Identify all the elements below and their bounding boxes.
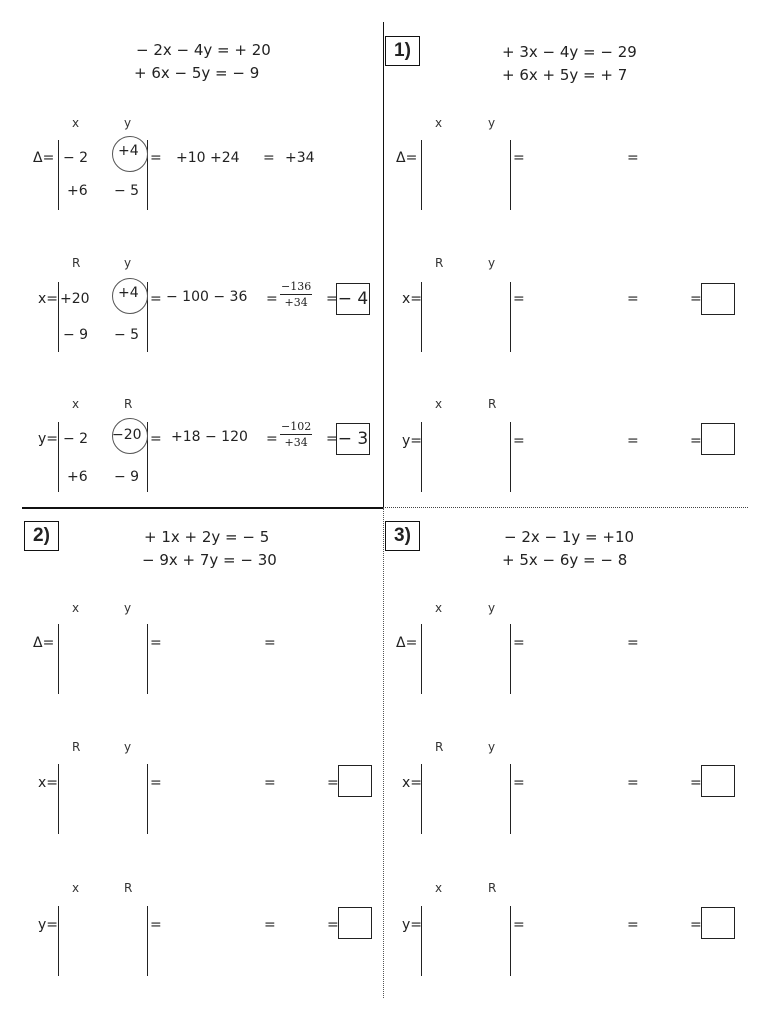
- problem-number: 3): [385, 521, 420, 551]
- equals-sign: =: [690, 433, 702, 449]
- determinant-bar-left: [58, 282, 59, 352]
- determinant-bar-left: [58, 906, 59, 976]
- column-header: x: [72, 881, 80, 895]
- equals-sign: =: [627, 291, 639, 307]
- determinant-bar-right: [510, 764, 511, 834]
- column-header: y: [488, 256, 496, 270]
- matrix-cell: +6: [67, 469, 88, 485]
- matrix-cell: − 2: [63, 431, 89, 447]
- y-label: y=: [402, 433, 423, 449]
- column-header: R: [435, 256, 444, 270]
- vertical-divider-bottom: [383, 508, 384, 998]
- column-header: y: [124, 601, 132, 615]
- determinant-bar-right: [147, 624, 148, 694]
- answer-box[interactable]: [701, 907, 735, 939]
- determinant-bar-left: [421, 764, 422, 834]
- matrix-cell: +4: [118, 143, 139, 159]
- answer-box[interactable]: [701, 283, 735, 315]
- equals-sign: =: [513, 775, 525, 791]
- column-header: R: [124, 397, 133, 411]
- column-header: y: [124, 740, 132, 754]
- column-header: x: [72, 397, 80, 411]
- determinant-bar-left: [421, 624, 422, 694]
- column-header: x: [72, 601, 80, 615]
- fraction: [280, 281, 312, 308]
- x-label: x=: [402, 775, 423, 791]
- fraction-denominator: +34: [284, 296, 308, 309]
- answer-box[interactable]: [701, 765, 735, 797]
- matrix-cell: − 5: [114, 183, 140, 199]
- determinant-bar-left: [421, 422, 422, 492]
- column-header: x: [435, 397, 443, 411]
- equation-2: + 5x − 6y = − 8: [502, 551, 628, 569]
- matrix-cell: − 5: [114, 327, 140, 343]
- column-header: R: [124, 881, 133, 895]
- x-label: x=: [402, 291, 423, 307]
- column-header: x: [435, 601, 443, 615]
- column-header: y: [124, 256, 132, 270]
- column-header: y: [124, 116, 132, 130]
- equals-sign: =: [266, 431, 278, 447]
- determinant-bar-right: [510, 140, 511, 210]
- equation-1: − 2x − 4y = + 20: [136, 41, 271, 59]
- column-header: x: [435, 116, 443, 130]
- delta-label: Δ=: [396, 150, 418, 166]
- answer-box: − 4: [336, 283, 370, 315]
- answer-box[interactable]: [338, 907, 372, 939]
- equals-sign: =: [263, 150, 275, 166]
- equals-sign: =: [513, 635, 525, 651]
- fraction-denominator: +34: [284, 436, 308, 449]
- matrix-cell: − 9: [114, 469, 140, 485]
- equals-sign: =: [266, 291, 278, 307]
- column-header: R: [435, 740, 444, 754]
- equation-2: + 6x + 5y = + 7: [502, 66, 628, 84]
- determinant-bar-right: [147, 764, 148, 834]
- y-label: y=: [402, 917, 423, 933]
- delta-label: Δ=: [33, 150, 55, 166]
- determinant-bar-left: [58, 140, 59, 210]
- column-header: R: [72, 740, 81, 754]
- equals-sign: =: [627, 917, 639, 933]
- determinant-bar-left: [58, 624, 59, 694]
- determinant-bar-right: [147, 906, 148, 976]
- equals-sign: =: [150, 635, 162, 651]
- x-label: x=: [38, 291, 59, 307]
- x-label: x=: [38, 775, 59, 791]
- answer-box[interactable]: [701, 423, 735, 455]
- y-label: y=: [38, 431, 59, 447]
- equals-sign: =: [513, 433, 525, 449]
- fraction-numerator: −136: [281, 280, 312, 293]
- determinant-bar-left: [421, 906, 422, 976]
- delta-result: +34: [285, 150, 315, 166]
- equals-sign: =: [264, 775, 276, 791]
- expansion-terms: +10 +24: [176, 150, 240, 166]
- determinant-bar-right: [510, 422, 511, 492]
- horizontal-divider-right: [383, 507, 748, 508]
- equals-sign: =: [627, 150, 639, 166]
- column-header: x: [72, 116, 80, 130]
- column-header: y: [488, 740, 496, 754]
- equals-sign: =: [150, 917, 162, 933]
- delta-label: Δ=: [396, 635, 418, 651]
- column-header: x: [435, 881, 443, 895]
- equals-sign: =: [627, 775, 639, 791]
- determinant-bar-right: [510, 906, 511, 976]
- equation-2: − 9x + 7y = − 30: [142, 551, 277, 569]
- equals-sign: =: [690, 775, 702, 791]
- matrix-cell: −20: [112, 427, 142, 443]
- equals-sign: =: [627, 433, 639, 449]
- matrix-cell: +20: [60, 291, 90, 307]
- problem-number: 2): [24, 521, 59, 551]
- determinant-bar-left: [58, 422, 59, 492]
- matrix-cell: +4: [118, 285, 139, 301]
- equation-1: + 1x + 2y = − 5: [144, 528, 270, 546]
- equals-sign: =: [326, 431, 338, 447]
- answer-box[interactable]: [338, 765, 372, 797]
- equation-1: + 3x − 4y = − 29: [502, 43, 637, 61]
- equals-sign: =: [513, 150, 525, 166]
- matrix-cell: +6: [67, 183, 88, 199]
- equals-sign: =: [513, 917, 525, 933]
- problem-number: 1): [385, 36, 420, 66]
- expansion-terms: +18 − 120: [171, 429, 248, 445]
- equals-sign: =: [150, 291, 162, 307]
- answer-box: − 3: [336, 423, 370, 455]
- equals-sign: =: [627, 635, 639, 651]
- horizontal-divider-left: [22, 507, 383, 509]
- column-header: y: [488, 601, 496, 615]
- matrix-cell: − 9: [63, 327, 89, 343]
- determinant-bar-left: [58, 764, 59, 834]
- column-header: R: [488, 397, 497, 411]
- equals-sign: =: [264, 635, 276, 651]
- vertical-divider-top: [383, 22, 384, 508]
- equals-sign: =: [326, 291, 338, 307]
- y-label: y=: [38, 917, 59, 933]
- fraction: [280, 421, 312, 448]
- delta-label: Δ=: [33, 635, 55, 651]
- equals-sign: =: [150, 431, 162, 447]
- matrix-cell: − 2: [63, 150, 89, 166]
- determinant-bar-right: [510, 282, 511, 352]
- equals-sign: =: [690, 917, 702, 933]
- determinant-bar-left: [421, 140, 422, 210]
- equation-1: − 2x − 1y = +10: [504, 528, 635, 546]
- determinant-bar-right: [510, 624, 511, 694]
- expansion-terms: − 100 − 36: [166, 289, 248, 305]
- equals-sign: =: [327, 775, 339, 791]
- equals-sign: =: [690, 291, 702, 307]
- equals-sign: =: [150, 150, 162, 166]
- equation-2: + 6x − 5y = − 9: [134, 64, 260, 82]
- equals-sign: =: [264, 917, 276, 933]
- column-header: y: [488, 116, 496, 130]
- equals-sign: =: [150, 775, 162, 791]
- fraction-numerator: −102: [281, 420, 312, 433]
- column-header: R: [72, 256, 81, 270]
- equals-sign: =: [327, 917, 339, 933]
- determinant-bar-left: [421, 282, 422, 352]
- equals-sign: =: [513, 291, 525, 307]
- column-header: R: [488, 881, 497, 895]
